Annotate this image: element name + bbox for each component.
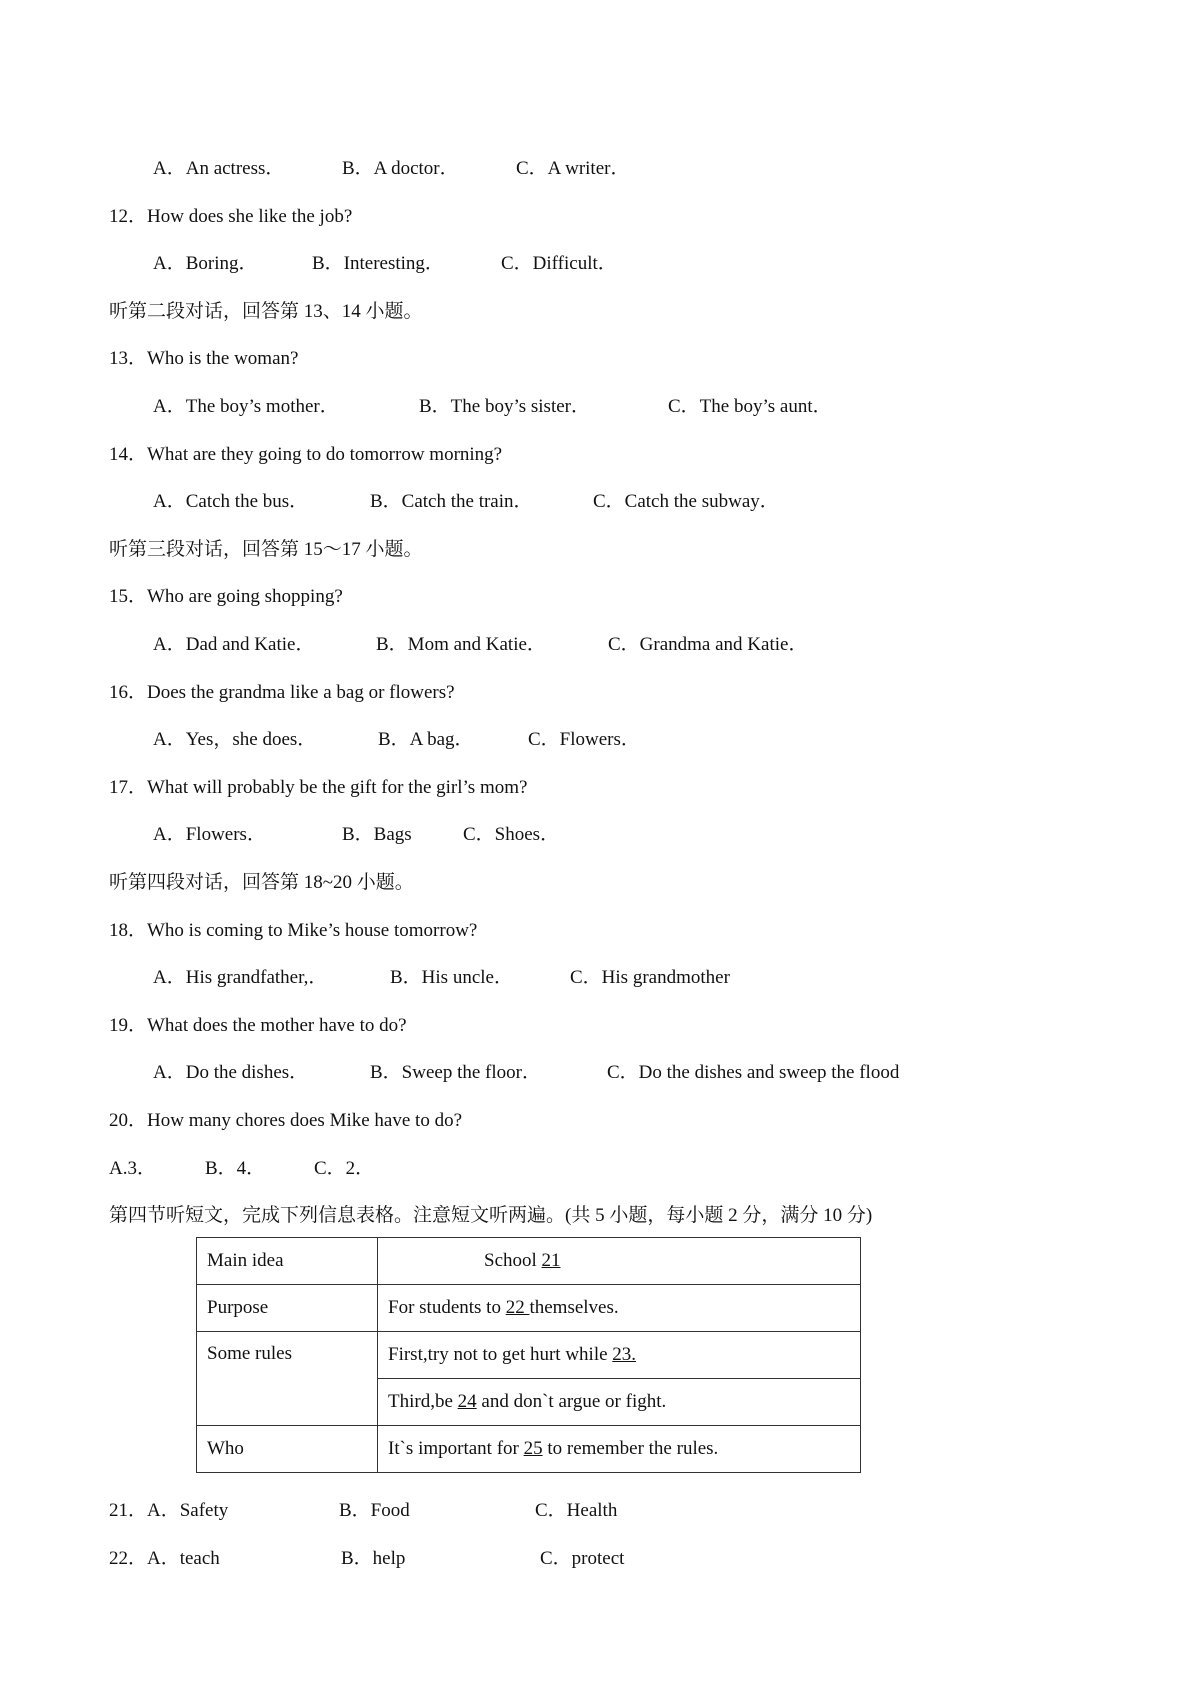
table-cell: Purpose bbox=[197, 1285, 378, 1332]
answer-option: B．4． bbox=[205, 1157, 266, 1179]
table-cell bbox=[378, 1426, 861, 1473]
answer-option: A．Yes，she does． bbox=[153, 729, 317, 751]
answer-option: C．Do the dishes and sweep the flood bbox=[607, 1062, 900, 1084]
question-text: 17．What will probably be the gift for the girl’s mom? bbox=[109, 776, 528, 798]
answer-option: C．Difficult． bbox=[501, 253, 617, 275]
answer-option: C．protect bbox=[540, 1547, 625, 1569]
answer-option: B．Bags bbox=[342, 824, 412, 846]
table-cell bbox=[378, 1379, 861, 1426]
answer-option: A.3． bbox=[109, 1157, 156, 1179]
question-text: 听第三段对话，回答第 15～17 小题。 bbox=[109, 538, 423, 560]
answer-option: B．Interesting． bbox=[312, 253, 444, 275]
blank-21: 21 bbox=[541, 1250, 561, 1271]
question-text: 16．Does the grandma like a bag or flowers? bbox=[109, 681, 455, 703]
answer-option: C．Health bbox=[535, 1500, 618, 1522]
answer-option: C．Flowers． bbox=[528, 729, 640, 751]
table-cell bbox=[378, 1332, 861, 1379]
info-table bbox=[196, 1237, 861, 1473]
question-text: 听第四段对话，回答第 18~20 小题。 bbox=[109, 872, 414, 893]
question-text: 15．Who are going shopping? bbox=[109, 586, 343, 608]
answer-option: B．The boy’s sister． bbox=[419, 396, 590, 417]
question-text: 12．How does she like the job? bbox=[109, 205, 353, 227]
blank-24: 24 bbox=[457, 1391, 477, 1412]
answer-option: C．2． bbox=[314, 1157, 375, 1179]
table-cell bbox=[378, 1285, 861, 1332]
answer-option: A．Flowers． bbox=[153, 824, 266, 846]
answer-option: A．The boy’s mother． bbox=[153, 396, 339, 417]
blank-22: 22 bbox=[505, 1297, 530, 1318]
blank-23: 23. bbox=[612, 1344, 637, 1365]
answer-option: B．His uncle． bbox=[390, 967, 513, 989]
answer-option: A．Dad and Katie． bbox=[153, 634, 315, 655]
question-text: 13．Who is the woman? bbox=[109, 348, 299, 370]
answer-option: B．A doctor． bbox=[342, 158, 459, 179]
answer-option: C．Shoes． bbox=[463, 824, 560, 846]
table-row bbox=[197, 1426, 861, 1473]
table-cell: Who bbox=[197, 1426, 378, 1473]
answer-option: A．His grandfather,． bbox=[153, 967, 328, 989]
answer-option: C．The boy’s aunt． bbox=[668, 396, 832, 417]
answer-option: B．A bag． bbox=[378, 729, 474, 751]
answer-option: B．Food bbox=[339, 1500, 410, 1522]
question-text: 第四节听短文，完成下列信息表格。注意短文听两遍。(共 5 小题，每小题 2 分，满分 10 分) bbox=[109, 1205, 873, 1227]
answer-option: C．A writer． bbox=[516, 158, 630, 179]
cell-text: themselves. bbox=[529, 1297, 619, 1318]
cell-text: to remember the rules. bbox=[542, 1438, 719, 1459]
question-text: 听第二段对话，回答第 13、14 小题。 bbox=[109, 300, 423, 322]
table-cell: Main idea bbox=[197, 1238, 378, 1285]
answer-option: A．An actress． bbox=[153, 158, 285, 179]
table-row bbox=[197, 1332, 861, 1379]
question-text: 18．Who is coming to Mike’s house tomorrow? bbox=[109, 919, 478, 941]
cell-text: and don`t argue or fight. bbox=[476, 1391, 667, 1412]
cell-text: First,try not to get hurt while bbox=[388, 1344, 613, 1365]
answer-option: A．Boring． bbox=[153, 253, 258, 275]
table-row bbox=[197, 1285, 861, 1332]
answer-option: B．help bbox=[341, 1547, 406, 1569]
answer-option: C．His grandmother bbox=[570, 967, 730, 989]
cell-text: Third,be bbox=[388, 1391, 458, 1412]
table-cell: Some rules bbox=[197, 1332, 378, 1426]
answer-option: A．Do the dishes． bbox=[153, 1062, 309, 1084]
answer-option: 22．A．teach bbox=[109, 1547, 220, 1569]
question-text: 19．What does the mother have to do? bbox=[109, 1014, 407, 1036]
answer-option: 21．A．Safety bbox=[109, 1500, 229, 1522]
table-cell bbox=[378, 1238, 861, 1285]
answer-option: B．Catch the train． bbox=[370, 491, 533, 513]
table-row bbox=[197, 1238, 861, 1285]
question-text: 20．How many chores does Mike have to do? bbox=[109, 1110, 463, 1131]
cell-text: It`s important for bbox=[388, 1438, 524, 1459]
answer-option: C．Grandma and Katie． bbox=[608, 634, 808, 655]
answer-option: A．Catch the bus． bbox=[153, 491, 309, 513]
answer-option: C．Catch the subway． bbox=[593, 491, 779, 513]
blank-25: 25 bbox=[523, 1438, 543, 1459]
cell-text: School bbox=[484, 1250, 542, 1271]
question-text: 14．What are they going to do tomorrow morning? bbox=[109, 443, 503, 465]
answer-option: B．Sweep the floor． bbox=[370, 1062, 541, 1084]
answer-option: B．Mom and Katie． bbox=[376, 634, 546, 655]
cell-text: For students to bbox=[388, 1297, 506, 1318]
